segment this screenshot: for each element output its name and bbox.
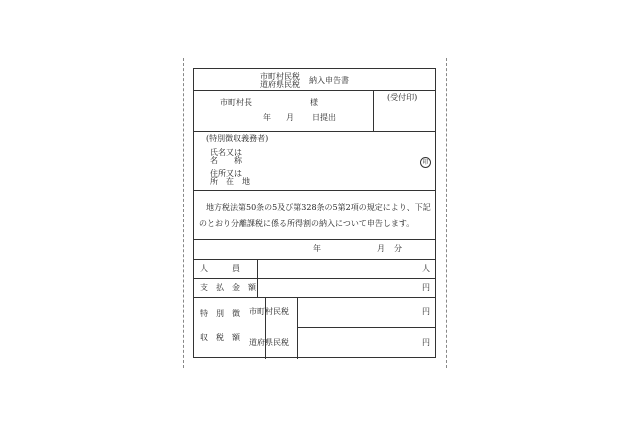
special-label-2: 収 税 額: [200, 333, 240, 342]
title-tax-line1: 市町村民税: [260, 72, 300, 81]
people-unit: 人: [422, 264, 430, 273]
date-day-submitted: 日提出: [312, 113, 336, 122]
payer-section-label: (特別徴収義務者): [206, 134, 269, 143]
municipal-tax-label: 市町村民税: [249, 307, 289, 316]
rule-tax-value-col: [297, 297, 298, 359]
rule-municipal-bottom: [297, 327, 435, 328]
rule-people-bottom: [194, 278, 435, 279]
rule-people-col: [257, 259, 258, 297]
title-tax-line2: 道府県民税: [260, 80, 300, 89]
statement-line1: 地方税法第50条の5及び第328条の5第2項の規定により、下記: [206, 203, 431, 212]
name-label-1: 氏名又は: [210, 148, 242, 157]
payment-unit: 円: [422, 283, 430, 292]
address-label-2: 所 在 地: [210, 177, 250, 186]
tax-payment-declaration-form: [193, 68, 436, 358]
rule-statement-bottom: [194, 239, 435, 240]
right-cut-line: [446, 58, 447, 368]
address-label-1: 住所又は: [210, 169, 242, 178]
period-year: 年: [313, 244, 321, 253]
honorific: 様: [310, 98, 318, 107]
prefectural-tax-label: 道府県民税: [249, 338, 289, 347]
date-month: 月: [286, 113, 294, 122]
date-year: 年: [263, 113, 271, 122]
rule-payment-bottom: [194, 297, 435, 298]
seal-mark: 印: [420, 157, 431, 168]
period-month: 月: [377, 244, 385, 253]
special-label-1: 特 別 徴: [200, 309, 240, 318]
receipt-stamp-label: (受付印): [387, 93, 418, 102]
left-cut-line: [183, 58, 184, 368]
rule-payer-bottom: [194, 190, 435, 191]
payment-label: 支 払 金 額: [200, 283, 256, 292]
rule-period-bottom: [194, 259, 435, 260]
rule-title-bottom: [194, 90, 435, 91]
name-label-2: 名 称: [210, 156, 242, 165]
municipal-tax-unit: 円: [422, 307, 430, 316]
prefectural-tax-unit: 円: [422, 338, 430, 347]
period-part: 分: [394, 244, 402, 253]
people-label: 人 員: [200, 264, 240, 273]
title-main: 納入申告書: [309, 76, 349, 85]
rule-receipt-left: [373, 90, 374, 131]
statement-line2: のとおり分離課税に係る所得割の納入について申告します。: [199, 219, 415, 228]
addressee: 市町村長: [220, 98, 252, 107]
rule-header-bottom: [194, 131, 435, 132]
